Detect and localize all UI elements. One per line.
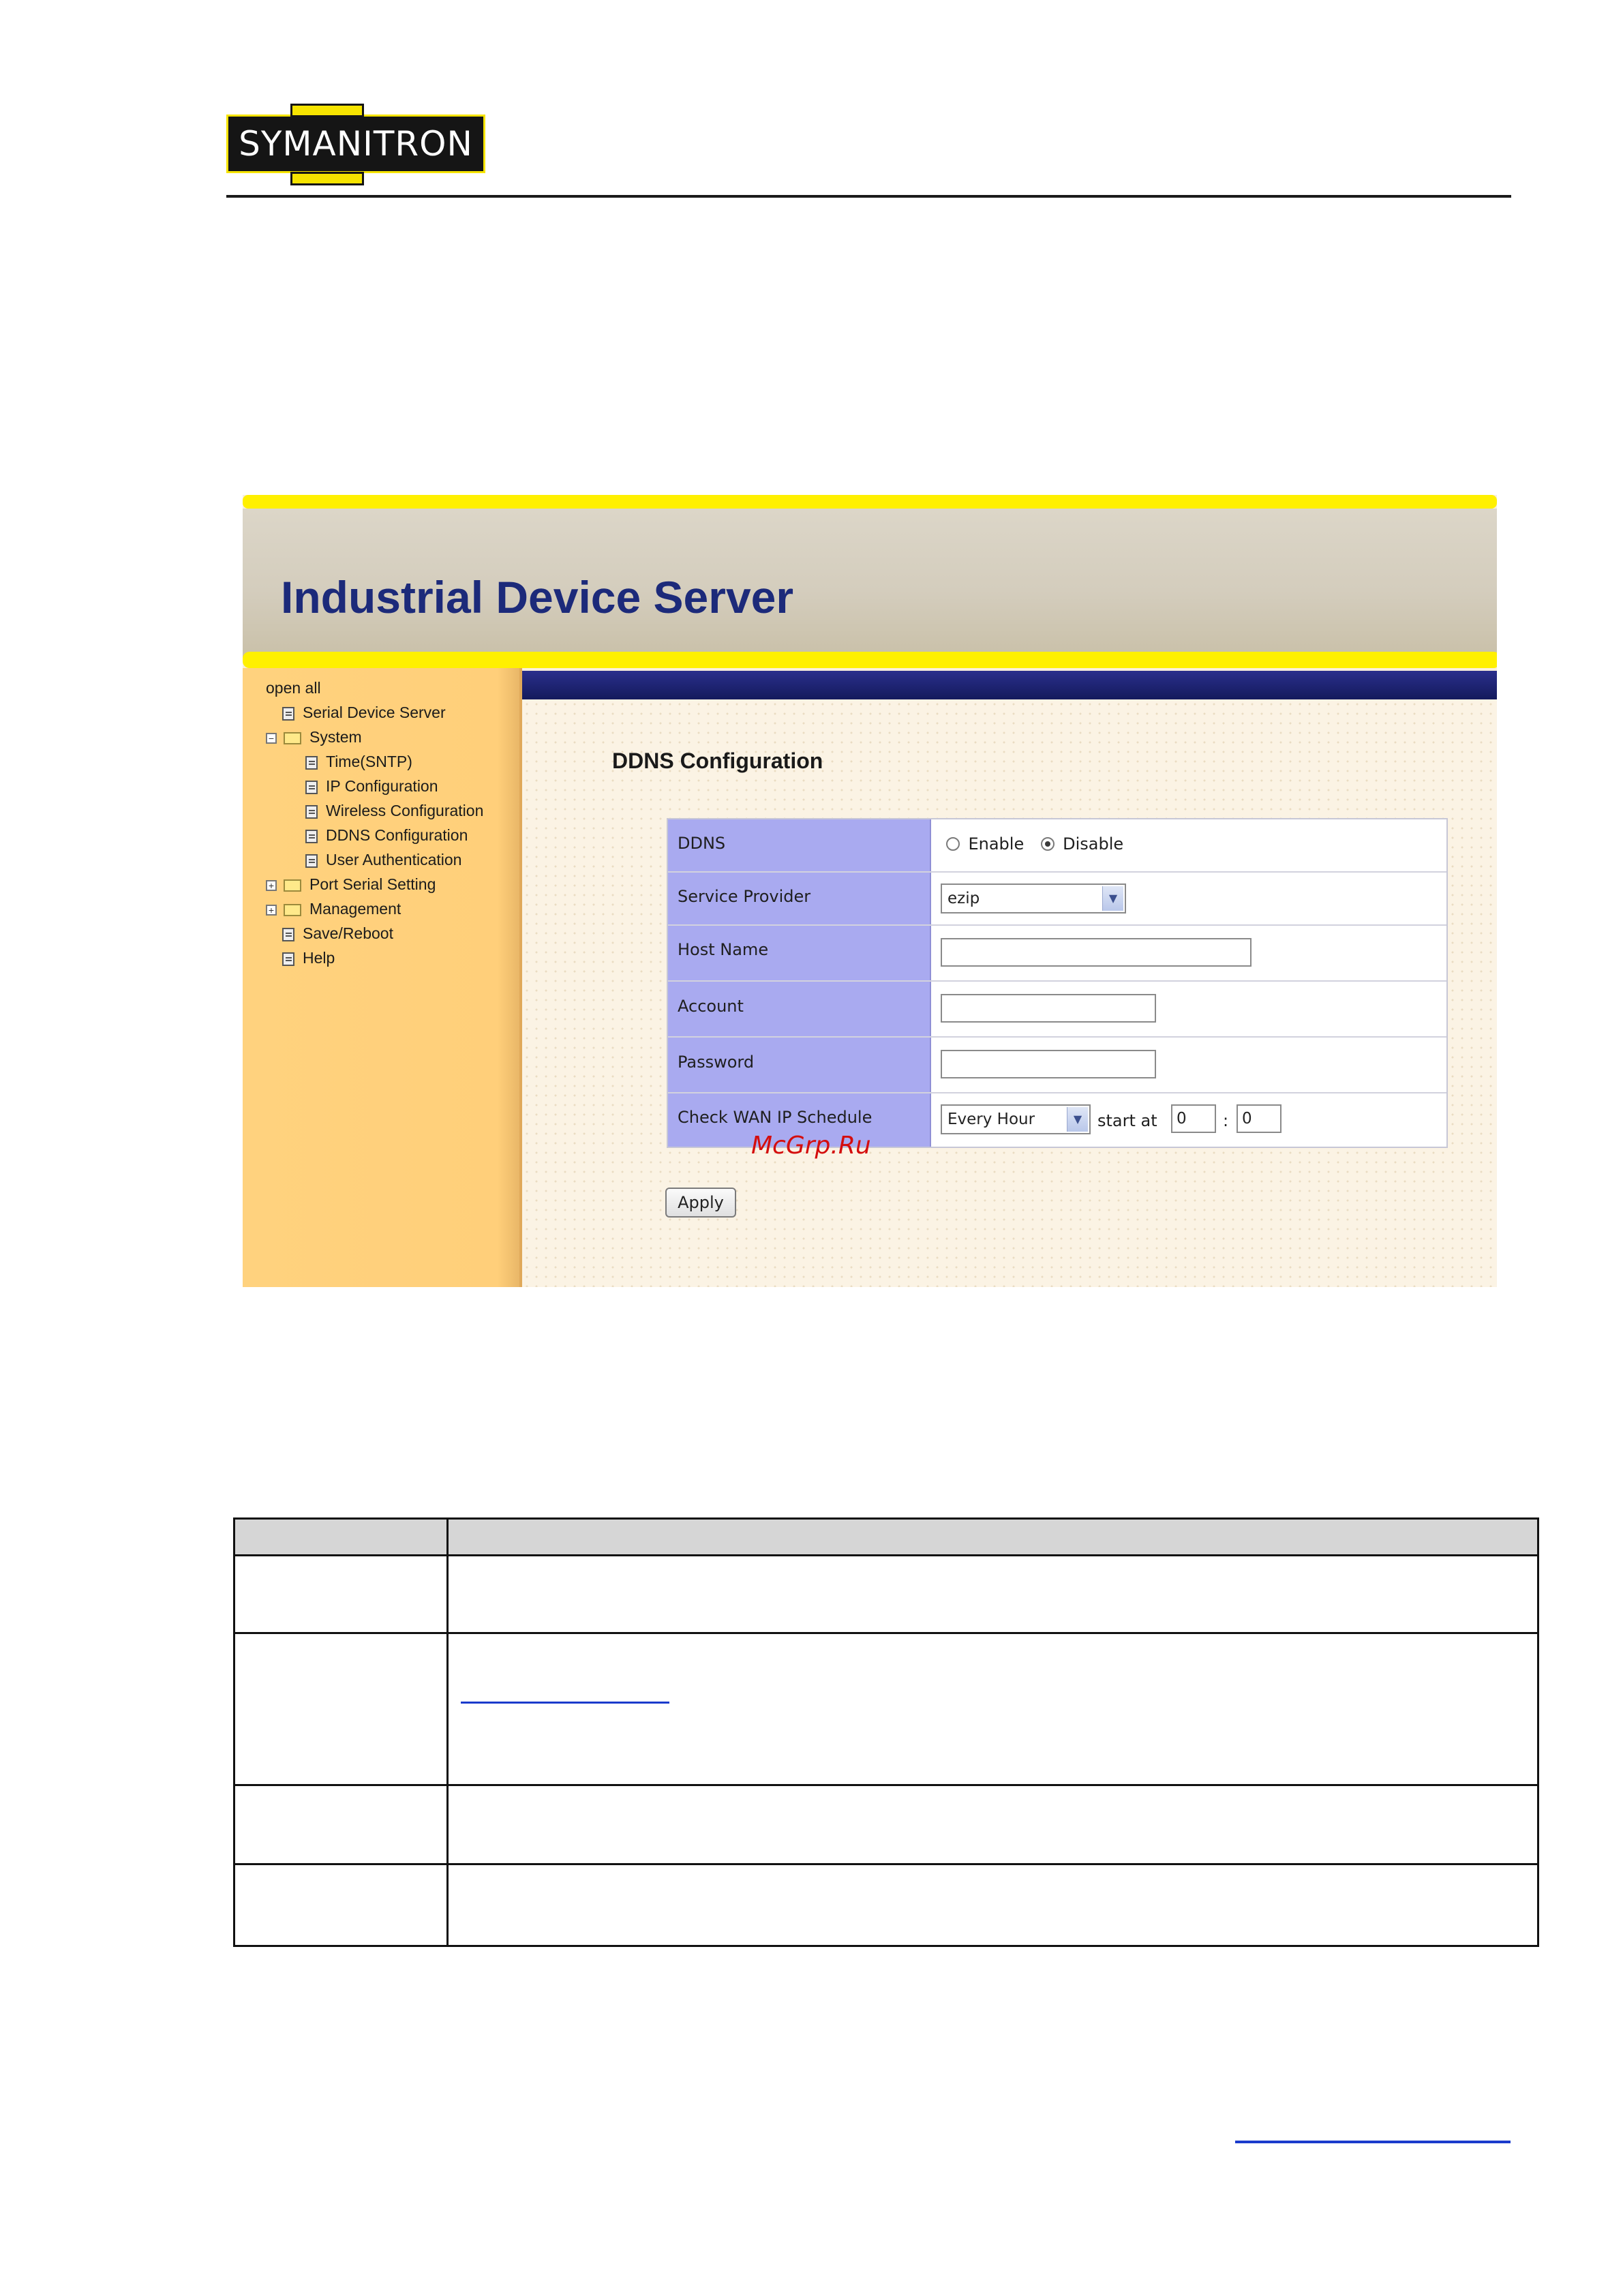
banner-stripe-bottom [243,652,1497,668]
row-password [668,1038,1446,1093]
row-account [668,982,1446,1038]
schedule-select[interactable] [941,1104,1091,1134]
tree-item-label: Port Serial Setting [309,875,436,893]
ddns-enable-radio[interactable] [946,837,960,851]
tree-item-ddns-configuration[interactable] [305,825,468,845]
page-icon [305,830,318,843]
tree-item-label: System [309,728,362,746]
tree-item-label: IP Configuration [326,777,438,795]
ddns-enable-label: Enable [968,834,1025,854]
tree-item-label: Time(SNTP) [326,753,412,770]
tree-item-label: Management [309,900,401,918]
host-name-input[interactable] [941,938,1252,967]
ddns-radio-group [946,834,1123,854]
tree-item-port-serial-setting[interactable] [266,874,436,894]
folder-open-icon [284,732,301,744]
schedule-value [931,1093,1446,1147]
ddns-value [931,819,1446,871]
password-value [931,1038,1446,1092]
page-icon [305,854,318,868]
page-icon [305,781,318,794]
table-row-divider [235,1632,1537,1634]
start-hour-input[interactable]: 0 [1171,1104,1216,1133]
tree-item-label: User Authentication [326,851,462,868]
tree-item-user-authentication[interactable] [305,849,461,870]
schedule-label: Check WAN IP Schedule [668,1093,931,1147]
host-name-label: Host Name [668,926,931,980]
app-banner [243,509,1497,659]
schedule-selected: Every Hour [947,1111,1035,1128]
chevron-down-icon[interactable]: ▼ [1102,886,1123,911]
expand-icon[interactable]: + [266,880,277,891]
page-icon [305,805,318,819]
account-value [931,982,1446,1036]
description-table [233,1517,1539,1947]
table-column-divider [446,1520,449,1945]
table-header-row [235,1520,1537,1556]
tree-open-all[interactable]: open all [266,679,321,697]
content-top-bar [522,671,1497,699]
tree-item-save-reboot[interactable] [282,923,393,943]
table-row-divider [235,1784,1537,1786]
page-icon [305,756,318,770]
tree-item-management[interactable] [266,898,401,919]
app-title: Industrial Device Server [281,572,794,622]
service-provider-selected: ezip [947,890,980,907]
page-icon [282,928,294,941]
table-row-divider [235,1863,1537,1865]
tree-item-label: Help [303,949,335,967]
page-icon [282,707,294,721]
collapse-icon[interactable]: − [266,733,277,744]
chevron-down-icon[interactable]: ▼ [1067,1107,1088,1132]
account-label: Account [668,982,931,1036]
host-name-value [931,926,1446,980]
page-icon [282,952,294,966]
ddns-disable-label: Disable [1063,834,1124,854]
row-host-name [668,926,1446,982]
account-input[interactable] [941,994,1156,1023]
ddns-form-table [667,818,1448,1148]
ddns-label: DDNS [668,819,931,871]
form-title: DDNS Configuration [612,749,823,773]
service-provider-label: Service Provider [668,873,931,924]
time-separator: : [1223,1111,1229,1130]
banner-stripe-top [243,495,1497,509]
watermark: McGrp.Ru [751,1132,871,1160]
logo-accent-bottom [290,172,364,185]
service-provider-value [931,873,1446,924]
tree-item-label: DDNS Configuration [326,826,468,844]
company-logo [226,104,485,187]
ddns-disable-radio[interactable] [1041,837,1055,851]
tree-item-wireless-configuration[interactable] [305,800,483,821]
password-input[interactable] [941,1050,1156,1078]
row-ddns [668,819,1446,873]
tree-item-system[interactable] [266,727,362,747]
expand-icon[interactable]: + [266,905,277,916]
start-minute-input[interactable]: 0 [1237,1104,1281,1133]
tree-item-label: Save/Reboot [303,924,393,942]
footer-link-underline[interactable] [1235,2141,1511,2143]
tree-item-label: Wireless Configuration [326,802,484,819]
tree-item-label: Serial Device Server [303,704,446,721]
header-divider [226,195,1511,198]
start-at-label: start at [1097,1111,1157,1130]
tree-item-help[interactable] [282,948,335,968]
row-service-provider [668,873,1446,926]
password-label: Password [668,1038,931,1092]
apply-button[interactable]: Apply [665,1188,736,1218]
folder-icon [284,904,301,916]
service-provider-select[interactable] [941,883,1126,913]
tree-item-time-sntp[interactable] [305,751,412,772]
logo-text: SYMANITRON [239,124,473,164]
tree-item-serial-device-server[interactable] [282,702,446,723]
folder-icon [284,879,301,892]
table-link-underline[interactable] [461,1702,669,1704]
tree-item-ip-configuration[interactable] [305,776,438,796]
